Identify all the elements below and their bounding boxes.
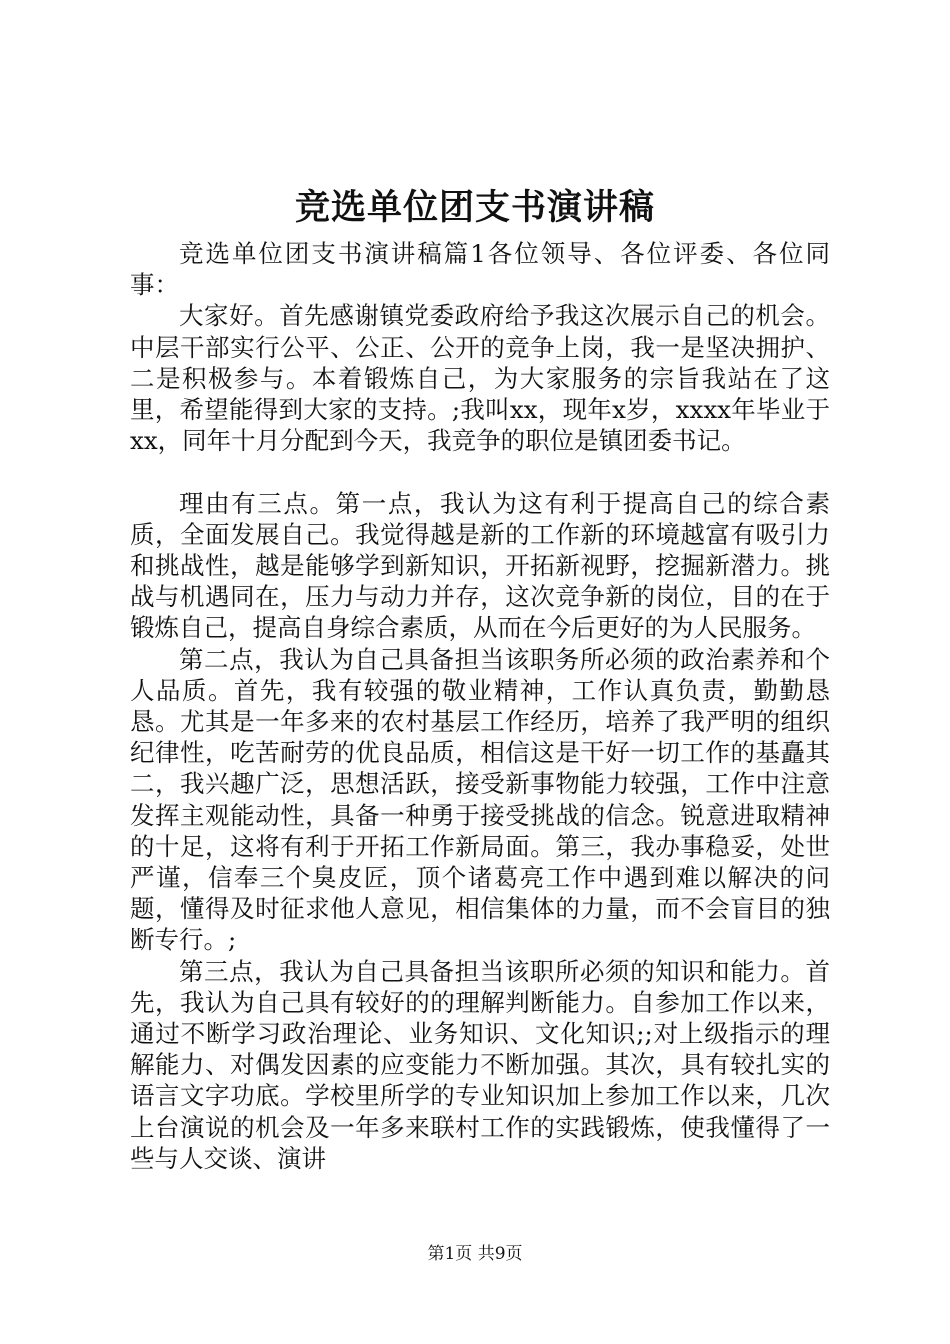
paragraph-greeting: 大家好。首先感谢镇党委政府给予我这次展示自己的机会。中层干部实行公平、公正、公开的竞争上岗，我一是坚决拥护、二是积极参与。本着锻炼自己，为大家服务的宗旨我站在了这里，希望能得到大家的支持。;我叫xx，现年x岁，xxxx年毕业于xx，同年十月分配到今天，我竞争的职位是镇团委书记。 xyxy=(130,301,830,456)
document-title: 竞选单位团支书演讲稿 xyxy=(294,187,655,228)
paragraph-spacer xyxy=(130,456,830,487)
document-body xyxy=(130,238,830,1174)
paragraph-reasons: 理由有三点。第一点，我认为这有利于提高自己的综合素质，全面发展自己。我觉得越是新的工作新的环境越富有吸引力和挑战性，越是能够学到新知识，开拓新视野，挖掘新潜力。挑战与机遇同在，压力与动力并存，这次竞争新的岗位，目的在于锻炼自己，提高自身综合素质，从而在今后更好的为人民服务。 xyxy=(130,488,830,643)
paragraph-opening: 竞选单位团支书演讲稿篇1各位领导、各位评委、各位同事： xyxy=(130,239,830,300)
page-number: 第1页 共9页 xyxy=(427,1244,523,1264)
paragraph-point-three: 第三点，我认为自己具备担当该职所必须的知识和能力。首先，我认为自己具有较好的的理解判断能力。自参加工作以来，通过不断学习政治理论、业务知识、文化知识;;对上级指示的理解能力、对偶发因素的应变能力不断加强。其次，具有较扎实的语言文字功底。学校里所学的专业知识加上参加工作以来，几次上台演说的机会及一年多来联村工作的实践锻炼，使我懂得了一些与人交谈、演讲 xyxy=(130,956,830,1173)
paragraph-point-two: 第二点，我认为自己具备担当该职务所必须的政治素养和个人品质。首先，我有较强的敬业精神，工作认真负责，勤勤恳恳。尤其是一年多来的农村基层工作经历，培养了我严明的组织纪律性，吃苦耐劳的优良品质，相信这是干好一切工作的基矗其二，我兴趣广泛，思想活跃，接受新事物能力较强，工作中注意发挥主观能动性，具备一种勇于接受挑战的信念。锐意进取精神的十足，这将有利于开拓工作新局面。第三，我办事稳妥，处世严谨，信奉三个臭皮匠，顶个诸葛亮工作中遇到难以解决的问题，懂得及时征求他人意见，相信集体的力量，而不会盲目的独断专行。; xyxy=(130,644,830,955)
